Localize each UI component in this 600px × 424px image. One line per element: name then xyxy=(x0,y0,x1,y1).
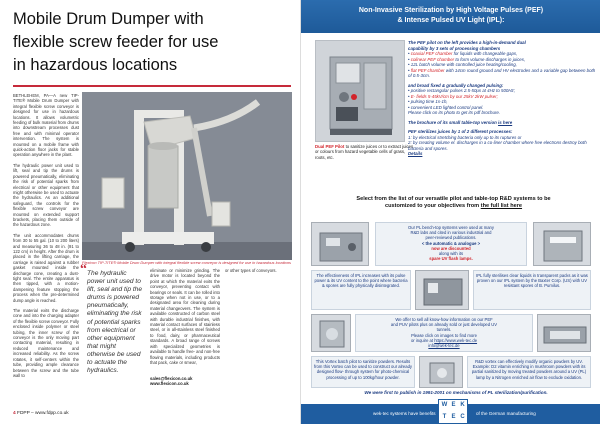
pef-intro-line-1: The PEF pilot on the left provides a high-in-demand dual xyxy=(408,40,526,45)
chamber-detail: for liquids with changeable gaps, xyxy=(452,51,518,56)
pef-pilot-illustration xyxy=(316,41,405,142)
pef-caption-highlight: Dual PEF Pilot xyxy=(315,144,345,149)
details-link[interactable]: Details xyxy=(408,151,423,156)
headline-line-2: flexible screw feeder for use xyxy=(13,33,219,51)
know-how-panel xyxy=(355,314,533,352)
article-paragraph: BETHLEHEM, PA—A new TIP-TITE® Mobile Drum Dumper with integral flexible screw conveyor is designed for use in hazardous locations. It allows volumetric feeding of bulk material from drums into downstream processes dust free and with minimal operator intervention. The system is mounted on a mobile frame with quick-action floor jacks for stable operation anywhere in the plant. xyxy=(13,93,79,158)
inquire-text: or inquire at xyxy=(410,337,435,343)
pl-text: along with its xyxy=(438,251,464,257)
ipl-system-illustration xyxy=(418,273,468,309)
juices-heading: PEF sterilizes juices by 1 of 2 different processes: xyxy=(408,129,513,134)
pulsing-item: • convenient LED lighted control panel. xyxy=(408,104,484,110)
pulsing-item: • positive rectangular pulses 2.5-50μs at 4Hz to 500Hz; xyxy=(408,88,515,93)
pulsing-text: Please click on its photo to get its pdf brochure. xyxy=(408,110,501,115)
pl-lamp-photo[interactable] xyxy=(533,222,591,266)
pl-text: peer-reviewed publications. xyxy=(425,235,477,241)
contact-website[interactable]: www.flexicon.co.uk xyxy=(150,381,189,387)
pef-caption-text: to sanitize juices or to extract juices or colours from hazard vegetable cells of grass, roots, etc. xyxy=(315,144,414,160)
pulsing-text: positive rectangular pulses 2.5-50μs at 4Hz to 500Hz; xyxy=(410,88,515,93)
pl-lamp-illustration xyxy=(536,225,590,265)
vortex-photo[interactable] xyxy=(311,314,351,352)
select-heading-line-1: Select from the list of our versatile pilot and table-top R&D systems to be xyxy=(356,196,551,202)
chamber-item: • coaxial PEF chamber for liquids with changeable gaps, xyxy=(408,51,518,56)
headline-rule xyxy=(13,85,291,87)
article-column-1 xyxy=(13,93,79,383)
pef-pilot-photo[interactable] xyxy=(315,40,405,142)
logo-letter: T xyxy=(442,414,447,420)
chamber-item: • colinear PEF chamber to form volume discharges in juices, xyxy=(408,56,526,62)
tunnel-illustration xyxy=(540,317,590,351)
rd-vortex-photo[interactable] xyxy=(419,356,463,388)
pl-system-illustration xyxy=(314,225,368,265)
pulsing-text: pulsing time 1s-1h, xyxy=(410,99,448,104)
pulsing-list xyxy=(408,88,596,116)
banner-line-2: & Intense Pulsed UV Light (IPL): xyxy=(397,16,505,24)
pull-quote: The hydraulic power unit used to lift, seal and tip the drums is powered pneumatically, eliminating the risk of potential sparks from electrical or other equipment that might otherwise be used to actuate the hydraulics. xyxy=(87,270,142,375)
website-link[interactable]: https://www.wek-tec.de xyxy=(434,337,478,343)
logo-letter: E xyxy=(451,414,456,420)
article-column-2: eliminate or minimize grinding. The drive motor is located beyond the point at which the material exits the conveyor, preventing contact with bearings or seals. It can be rolled into storage when not in use, or to a designated area for cleaning during material changeovers. The system is available constructed of carbon steel with durable industrial finishes, with material contact surfaces of stainless steel, or in all-stainless steel finished to food, dairy, or pharmaceutical standards. A broad range of screws with specialized geometries is available to handle free- and non-free flowing materials, including products that pack, cake or smear, xyxy=(150,268,220,365)
photo-caption: Flexicon TIP-TITE® Mobile Drum Dumper with integral flexible screw conveyor is designed for use in hazardous locations xyxy=(82,260,291,265)
discount-text: now are discounted xyxy=(431,245,471,251)
full-list-link[interactable]: the full list here xyxy=(480,203,523,209)
article-column-3: or other types of conveyors. xyxy=(225,268,277,273)
headline xyxy=(13,8,293,77)
vortex-pilot-panel: This Vortex batch pilot to sanitize powders. Results from this Vortex can be used to construct our already designed flow- through system for photo-chemical processing of up to 100kg/hour powder. xyxy=(311,356,415,388)
ipl-effectiveness-panel: The effectiveness of IPL increases with its pulse power & its UV content to the point where bacteria & spores are fully physically disintegrated. xyxy=(311,270,411,310)
chamber-detail: to form volume discharges in juices, xyxy=(454,56,526,62)
ipl-system-photo[interactable] xyxy=(415,270,469,310)
contact-email[interactable]: sales@flexicon.co.uk xyxy=(150,376,193,381)
juices-process-2: 2: by creating volume el. discharges in a co-liner chamber where free electrons destroy both bacteria and spores. xyxy=(408,140,587,151)
know-how-text: tunnels. xyxy=(436,327,452,333)
right-page xyxy=(300,0,600,424)
juices-process-1: 1: by electrical stretching bacteria only up to its ruptures or xyxy=(408,134,522,140)
logo-letter: K xyxy=(460,402,465,408)
pulsing-heading: and broad fixed & gradually changed pulsing: xyxy=(408,82,504,88)
wektec-logo xyxy=(438,399,468,424)
footer-left-text: wek-tec systems have benefits xyxy=(373,411,436,416)
know-how-text: and PUV pilots plus on already sold or just developed UV xyxy=(390,322,498,328)
contact-block xyxy=(150,376,220,387)
pl-text: spare UV flash lamps. xyxy=(429,256,473,262)
pef-description xyxy=(408,40,596,157)
brochure-text: The brochure of its small table-top version xyxy=(408,119,499,125)
page-footer xyxy=(13,411,69,416)
pulsing-text: convenient LED lighted control panel. xyxy=(410,104,484,110)
chamber-name: coaxial PEF chamber xyxy=(410,51,453,56)
pulsing-item: • E- fields 5-45kV/cm by our 25kV 2kW pulser; xyxy=(408,93,498,99)
logo-letter: W xyxy=(441,402,448,408)
pl-text: Our PL bench-top systems were used at many xyxy=(408,225,494,230)
select-heading xyxy=(331,196,576,210)
select-heading-line-2 xyxy=(331,203,576,210)
ipl-sterilisation-panel: IPL fully sterilises clear liquids in transparent packs as it was proven on our IPL system by the Baxter Corp. (US) with UV resistant spores of B. Pumilus. xyxy=(473,270,591,310)
logo-letter: C xyxy=(460,414,465,420)
pulsing-item: • pulsing time 1s-1h, xyxy=(408,99,448,104)
pef-intro-line-2: capability by 3 sets of processing chambers xyxy=(408,45,501,51)
pl-bench-top-panel xyxy=(375,222,527,266)
drum-dumper-photo xyxy=(82,92,292,260)
know-how-text: We offer to sell all know-how information on our PEF xyxy=(395,317,493,322)
page-number: 4 xyxy=(13,411,16,416)
rd-vortex-panel: R&D vortex can effectively modify organic powders by UV. Example: D2 vitamin enriching in mushroom powders with its partial sanitized by moving treated powders around a UV (PL) lamp by a Nitrogen enriched air flow to exclude oxidation. xyxy=(467,356,591,388)
banner-line-1: Non-Invasive Sterilization by High Voltage Pulses (PEF) xyxy=(358,7,544,14)
article-paragraph: The hydraulic power unit used to lift, seal and tip the drums is powered pneumatically, eliminating the risk of potential sparks from electrical or other equipment that might otherwise be used to actuate the hydraulics. As an additional safeguard, the controls for the flexible screw conveyor are mounted on extended support brackets, placing them outside of the hazardous zone. xyxy=(13,162,79,228)
chamber-list xyxy=(408,51,596,79)
chamber-item: • flat PEF chamber with 14cm round ground and HV electrodes and a variable gap between both of 0.5-3cm. xyxy=(408,67,596,78)
pl-system-photo[interactable] xyxy=(311,222,369,266)
article-paragraph: The unit accommodates drums from 30 to 55 gal. (10 to 200 liters) and measuring 36 to 48 in. (91 to 122 cm) in height. After the drum is placed in the lifting carriage, the carriage is raised against a rubber gasket mounted inside the discharge cone, creating a dust-tight seal. The entire apparatus is then tipped, with a motion-dampening feature stopping the process when the pre-determined dump angle is reached. xyxy=(13,232,79,303)
pef-photo-caption xyxy=(315,144,415,160)
brochure-link[interactable]: is here xyxy=(498,119,513,125)
pl-text: < the automatic & analogue > xyxy=(421,240,481,246)
headline-line-1: Mobile Drum Dumper with xyxy=(13,10,204,28)
chamber-detail: with 14cm round ground and HV electrodes and a variable gap between both of 0.5-3cm. xyxy=(408,67,596,78)
select-heading-text: customized to your objectives from xyxy=(384,203,480,209)
drum-dumper-illustration xyxy=(82,92,292,260)
footer-right-text: of the German manufacturing xyxy=(476,411,536,416)
banner xyxy=(301,0,600,33)
headline-line-3: in hazardous locations xyxy=(13,56,178,74)
pl-text: R&D labs and cited in various industrial and xyxy=(410,230,492,236)
vortex-illustration xyxy=(314,317,350,351)
rd-vortex-illustration xyxy=(422,359,462,387)
chamber-name: colinear PEF chamber xyxy=(410,56,455,62)
publication-note: We were first to publish in 1991-2001 on mechanisms of PL sterilization/purification. xyxy=(364,390,548,395)
chamber-item: • 12L batch volume with controlled juice heating/cooling, xyxy=(408,62,517,67)
know-how-text: Please click on images to find more xyxy=(411,332,477,338)
tunnel-photo[interactable] xyxy=(537,314,591,352)
footer-site: FDPP – www.fdpp.co.uk xyxy=(17,411,69,416)
logo-letter: E xyxy=(451,402,456,408)
chamber-name: flat PEF chamber xyxy=(410,67,445,73)
chamber-detail: 12L batch volume with controlled juice heating/cooling, xyxy=(410,62,517,67)
article-paragraph: The material exits the discharge cone and into the charging adapter of the flexible screw conveyor. Fully enclosed inside polymer or steel tubing, the inner screw of the conveyor is the only moving part contacting material, resulting in reduced maintenance and increased reliability. As the screw rotates, it self-centers within the tube, providing ample clearance between the screw and the tube wall to xyxy=(13,308,79,378)
pulsing-text: E- fields 5-45kV/cm by our 25kV 2kW pulser; xyxy=(410,93,498,99)
email-link[interactable]: info@wek-tec.de xyxy=(428,343,460,349)
quote-mark-icon: “ xyxy=(80,262,87,277)
